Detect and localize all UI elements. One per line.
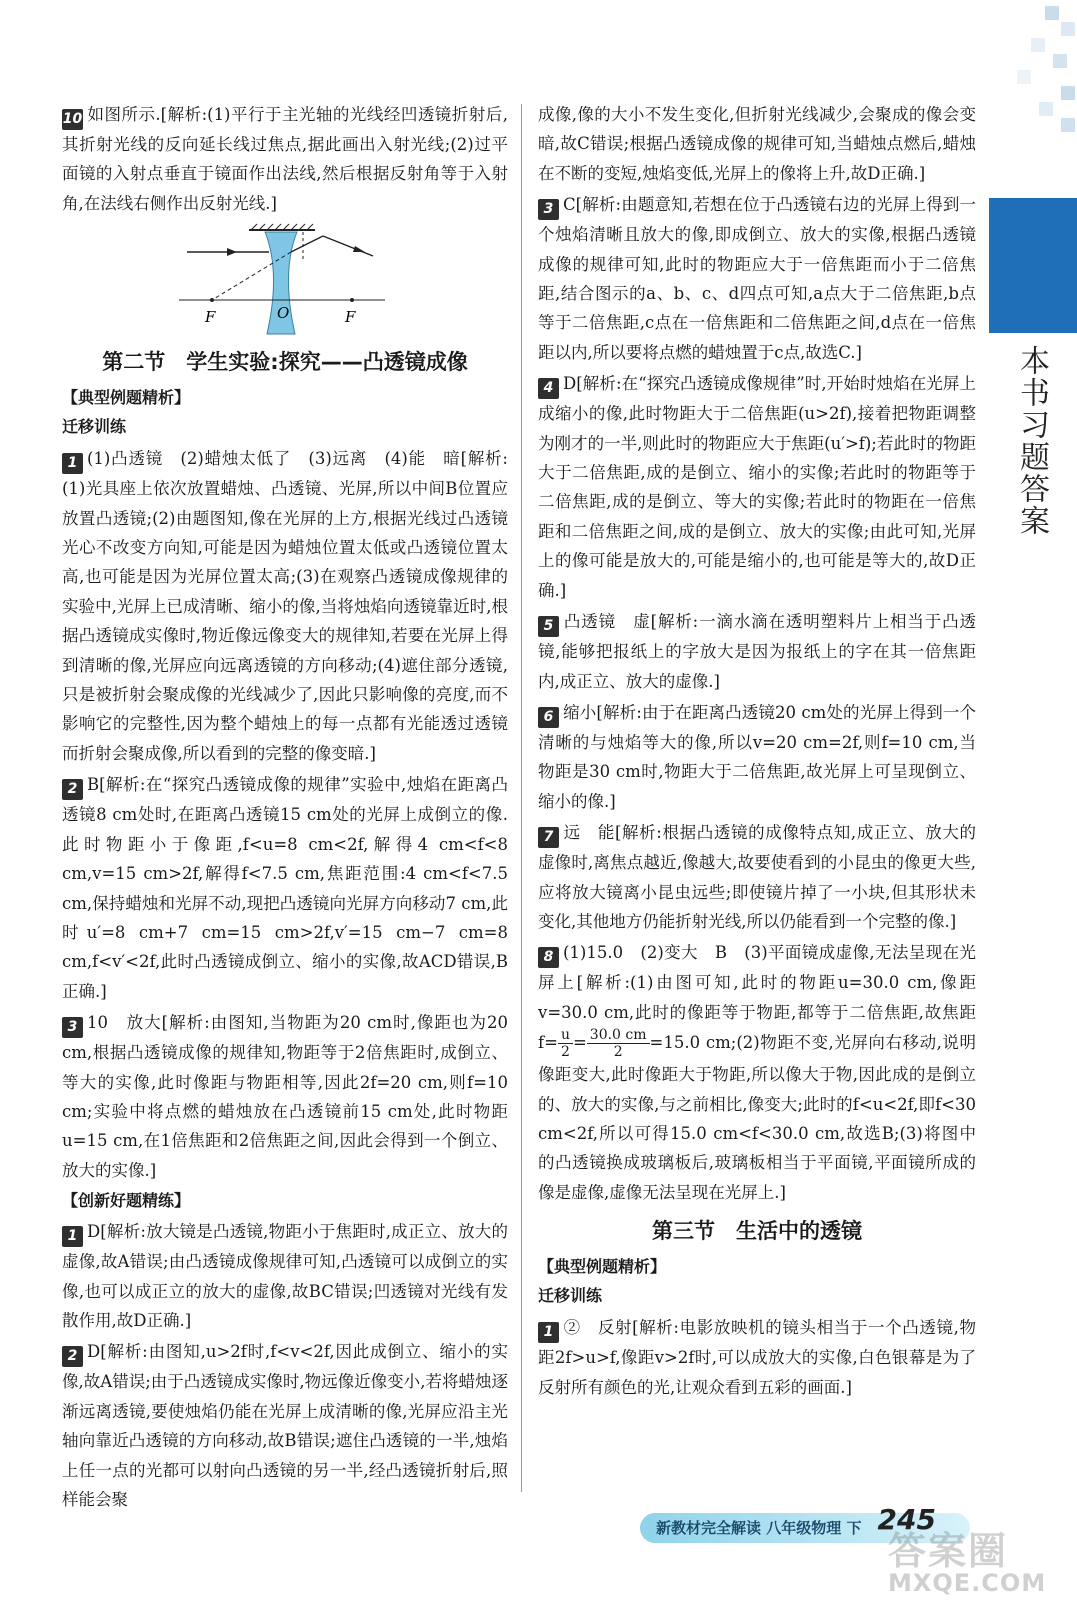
side-tab-label: 本书习题答案 bbox=[1014, 345, 1049, 537]
answer-innov-8: 8 (1)15.0 (2)变大 B (3)平面镜成虚像,无法呈现在光屏上[解析:(1)由图可知,此时的物距u=30.0 cm,像距v=30.0 cm,此时的像距等于物距,都等于二倍焦距,故焦距f= $\frac{u}{2}$ = $\frac{30.0 cm}{2}$ =15.0 cm;(2)物距不变,光屏向右移动,说明像距变大,此时像距大于物距,所以像大于物,因此成的是倒立的、放大的实像,与之前相比,像变大;此时的f<u<2f,即f<30 cm<2f,所以可得15.0 cm<f<30.0 cm,故选B;(3)将图中的凸透镜换成玻璃板后,玻璃板相当于平面镜,平面镜所成的像是虚像,虚像无法呈现在光屏上.] bbox=[538, 943, 976, 1202]
question-number: 1 bbox=[62, 1226, 83, 1247]
answer-sec3-transfer-1: 1 ② 反射[解析:电影放映机的镜头相当于一个凸透镜,物距2f>u>f,像距v>2f时,可以成放大的实像,白色银幕是为了反射所有颜色的光,让观众看到五彩的画面.] bbox=[538, 1318, 976, 1397]
question-number: 1 bbox=[62, 453, 83, 474]
watermark-line1: 答案圈 bbox=[888, 1529, 1009, 1573]
answer-innov-5: 5 凸透镜 虚[解析:一滴水滴在透明塑料片上相当于凸透镜,能够把报纸上的字放大是因为报纸上的字在其一倍焦距内,成正立、放大的虚像.] bbox=[538, 612, 976, 691]
answer-innov-2: 2 D[解析:由图知,u>2f时,f<v<2f,因此成倒立、缩小的实像,故A错误;由于凸透镜成实像时,物远像近像变小,若将蜡烛逐渐远离透镜,要使烛焰仍能在光屏上成清晰的像,光屏应沿主光轴向靠近凸透镜的方向移动,故B错误;遮住凸透镜的一半,烛焰上任一点的光都可以射向凸透镜的另一半,经凸透镜折射后,照样能会聚 bbox=[62, 1342, 508, 1509]
corner-pixel-decoration bbox=[987, 0, 1077, 140]
answer-10: 10 如图所示.[解析:(1)平行于主光轴的光线经凹透镜折射后,其折射光线的反向延长线过焦点,据此画出入射光线;(2)过平面镜的入射点垂直于镜面作出法线,然后根据反射角等于入射角,在法线右侧作出反射光线.] bbox=[62, 105, 508, 213]
fraction-30cm-over-2: $\frac{30.0 cm}{2}$ bbox=[587, 1027, 650, 1060]
subsection-header: 【创新好题精练】 bbox=[62, 1191, 191, 1211]
focus-label-left: F bbox=[205, 308, 216, 327]
concave-lens-figure bbox=[62, 222, 508, 338]
question-number: 6 bbox=[538, 707, 559, 728]
side-tab-block bbox=[989, 198, 1077, 333]
watermark-line2: MXQE.COM bbox=[888, 1569, 1047, 1597]
answer-transfer-3: 3 10 放大[解析:由图知,当物距为20 cm时,像距也为20 cm,根据凸透镜成像的规律知,物距等于2倍焦距时,成倒立、等大的实像,此时像距与物距相等,因此2f=20 cm,则f=10 cm;实验中将点燃的蜡烛放在凸透镜前15 cm处,此时物距u=15 cm,在1倍焦距和2倍焦距之间,因此会得到一个倒立、放大的实像.] bbox=[62, 1013, 508, 1180]
question-number: 1 bbox=[538, 1322, 559, 1343]
subsection-label: 迁移训练 bbox=[538, 1286, 603, 1306]
answer-innov-3: 3 C[解析:由题意知,若想在位于凸透镜右边的光屏上得到一个烛焰清晰且放大的像,即成倒立、放大的实像,根据凸透镜成像的规律可知,此时的物距应大于一倍焦距而小于二倍焦距,结合图示的a、b、c、d四点可知,a点大于二倍焦距,b点等于二倍焦距,c点在一倍焦距和二倍焦距之间,d点在一倍焦距以内,所以要将点燃的蜡烛置于c点,故选C.] bbox=[538, 195, 976, 362]
question-number: 8 bbox=[538, 947, 559, 968]
focus-label-right: F bbox=[345, 308, 356, 327]
watermark bbox=[888, 1520, 1068, 1597]
answer-innov-7: 7 远 能[解析:根据凸透镜的成像特点知,成正立、放大的虚像时,离焦点越近,像越大,故要使看到的小昆虫的像更大些,应将放大镜离小昆虫远些;即使镜片掉了一小块,但其形状未变化,其他地方仍能折射光线,所以仍能看到一个完整的像.] bbox=[538, 823, 976, 931]
answer-innov-6: 6 缩小[解析:由于在距离凸透镜20 cm处的光屏上得到一个清晰的与烛焰等大的像,所以v=20 cm=2f,则f=10 cm,当物距是30 cm时,物距大于二倍焦距,故光屏上可呈现倒立、缩小的像.] bbox=[538, 702, 976, 811]
answer-innov-1: 1 D[解析:放大镜是凸透镜,物距小于焦距时,成正立、放大的虚像,故A错误;由凸透镜成像规律可知,凸透镜可以成倒立的实像,也可以成正立的放大的虚像,故BC错误;凹透镜对光线有发散作用,故D正确.] bbox=[62, 1222, 508, 1330]
page-number: 245 bbox=[877, 1503, 936, 1536]
right-column bbox=[538, 100, 976, 1404]
fraction-u-over-2: $\frac{u}{2}$ bbox=[558, 1027, 573, 1060]
question-number: 2 bbox=[62, 779, 83, 800]
column-divider bbox=[521, 104, 522, 1492]
optical-center-label: O bbox=[277, 304, 290, 323]
answer-transfer-2: 2 B[解析:在“探究凸透镜成像的规律”实验中,烛焰在距离凸透镜8 cm处时,在距离凸透镜15 cm处的光屏上成倒立的像.此时物距小于像距,f<u=8 cm<2f,解得4 cm<f<8 cm,v=15 cm>2f,解得f<7.5 cm,焦距范围:4 cm<f<7.5 cm,保持蜡烛和光屏不动,现把凸透镜向光屏方向移动7 cm,此时u′=8 cm+7 cm=15 cm>2f,v′=15 cm−7 cm=8 cm,f<v′<2f,此时凸透镜成倒立、缩小的实像,故ACD错误,B正确.] bbox=[62, 775, 508, 1001]
subsection-header: 【典型例题精析】 bbox=[62, 388, 191, 408]
question-number: 7 bbox=[538, 827, 559, 848]
question-number: 2 bbox=[62, 1346, 83, 1367]
subsection-header: 【典型例题精析】 bbox=[538, 1257, 667, 1277]
question-number: 3 bbox=[538, 199, 559, 220]
left-column bbox=[62, 100, 508, 1516]
footer-book-title: 新教材完全解读 八年级物理 下 bbox=[656, 1519, 862, 1537]
section-title: 第三节 生活中的透镜 bbox=[652, 1219, 862, 1244]
subsection-label: 迁移训练 bbox=[62, 417, 127, 437]
answer-transfer-1: 1 (1)凸透镜 (2)蜡烛太低了 (3)远离 (4)能 暗[解析:(1)光具座上依次放置蜡烛、凸透镜、光屏,所以中间B位置应放置凸透镜;(2)由题图知,像在光屏的上方,根据光线过凸透镜光心不改变方向知,可能是因为蜡烛位置太低或凸透镜位置太高,也可能是因为光屏位置太高;(3)在观察凸透镜成像规律的实验中,光屏上已成清晰、缩小的像,当将烛焰向透镜靠近时,根据凸透镜成实像时,物近像远像变大的规律知,若要在光屏上得到清晰的像,光屏应向远离透镜的方向移动;(4)遮住部分透镜,只是被折射会聚成像的光线减少了,因此只影响像的亮度,而不影响它的完整性,因为整个蜡烛上的每一点都有光能透过透镜而折射会聚成像,所以看到的完整的像变暗.] bbox=[62, 449, 508, 763]
section-title: 第二节 学生实验:探究——凸透镜成像 bbox=[102, 350, 468, 375]
answer-innov-2-continued: 成像,像的大小不发生变化,但折射光线减少,会聚成的像会变暗,故C错误;根据凸透镜成像的规律可知,当蜡烛点燃后,蜡烛在不断的变短,烛焰变低,光屏上的像将上升,故D正确.] bbox=[538, 105, 976, 183]
question-number: 5 bbox=[538, 616, 559, 637]
question-number: 3 bbox=[62, 1017, 83, 1038]
answer-innov-4: 4 D[解析:在“探究凸透镜成像规律”时,开始时烛焰在光屏上成缩小的像,此时物距大于二倍焦距(u>2f),接着把物距调整为刚才的一半,则此时的物距应大于焦距(u′>f);若此时的物距大于二倍焦距,成的是倒立、缩小的实像;若此时的物距等于二倍焦距,成的是倒立、等大的实像;若此时的物距在一倍焦距和二倍焦距之间,成的是倒立、放大的实像;由此可知,光屏上的像可能是放大的,可能是缩小的,也可能是等大的,故D正确.] bbox=[538, 374, 976, 600]
question-number: 10 bbox=[62, 109, 83, 130]
question-number: 4 bbox=[538, 378, 559, 399]
